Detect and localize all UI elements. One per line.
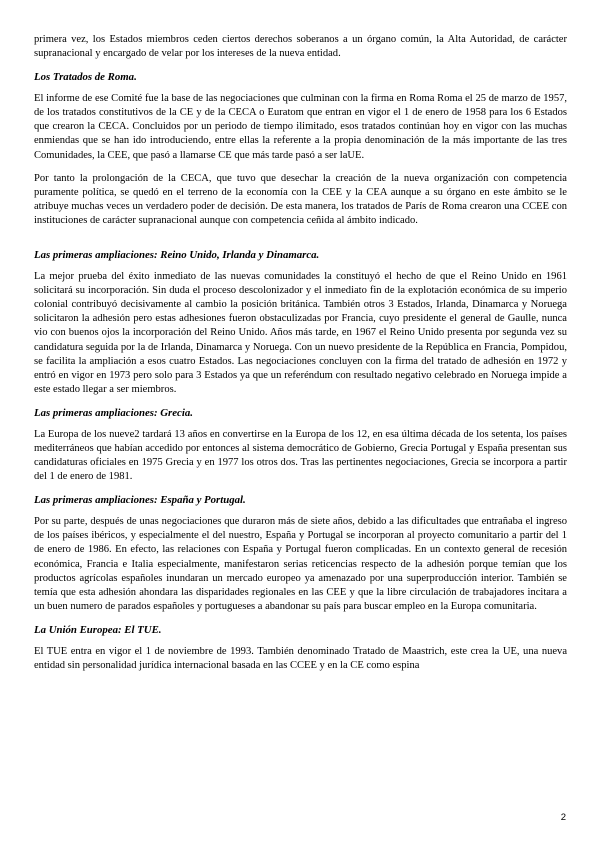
section-heading-espana-portugal: Las primeras ampliaciones: España y Portugal. xyxy=(34,494,246,507)
page-number: 2 xyxy=(560,812,566,823)
paragraph: Por tanto la prolongación de la CECA, que tuvo que desechar la creación de la nueva organización con competencia puramente política, se quedó en el terreno de la economía con la CEE y la CEA aunque a su órgano en este ámbito se le atribuye muchas veces un verdadero poder de decisión. De esta manera, los tratados de París de Roma crearon una CCEE con instituciones de carácter supranacional aunque con competencia ceñida al ámbito indicado. xyxy=(34,172,567,226)
section-heading-grecia: Las primeras ampliaciones: Grecia. xyxy=(34,406,193,419)
document-page xyxy=(34,33,567,682)
intro-paragraph: primera vez, los Estados miembros ceden ciertos derechos soberanos a un órgano común, la Alta Autoridad, de carácter supranacional y encargado de velar por los intereses de la nueva entidad. xyxy=(34,34,567,60)
paragraph: El TUE entra en vigor el 1 de noviembre de 1993. También denominado Tratado de Maastrich, este crea la UE, una nueva entidad sin personalidad jurídica internacional basada en las CCEE y en la CE como espina xyxy=(34,645,567,671)
paragraph: La Europa de los nueve2 tardará 13 años en convertirse en la Europa de los 12, en esa última década de los setenta, los países mediterráneos que habían accedido por entonces al sistema democrático de Gobierno, Grecia Portugal y España presentan sus candidaturas oficiales en 1975 Grecia y en 1977 los otros dos. Tras las pertinentes negociaciones, Grecia se incorpora a partir del 1 de enero de 1981. xyxy=(34,428,567,483)
paragraph: El informe de ese Comité fue la base de las negociaciones que culminan con la firma en Roma Roma el 25 de marzo de 1957, de los tratados constitutivos de la CE y de la CECA o Euratom que entran en vigor el 1 de enero de 1958 para los 6 Estados que crearon la CECA. Concluidos por un periodo de tiempo ilimitado, esos tratados continúan hoy en vigor con las muchas enmiendas que se han ido introduciendo, entre ellas la referente a la propia denominación de la más importante de las tres Comunidades, la CEE, que pasó a llamarse CE que más tarde pasó a ser laUE. xyxy=(34,93,567,161)
paragraph: La mejor prueba del éxito inmediato de las nuevas comunidades la constituyó el hecho de que el Reino Unido en 1961 solicitará su incorporación. Sin duda el proceso descolonizador y el inmediato fin de la explotación económica de su imperio colonial contribuyó decisivamente al cambio la posición británica. También otros 3 Estados, Irlanda, Dinamarca y Noruega solicitaron la adhesión pero estas adhesiones fueron obstaculizadas por Francia, cuyo presidente el general de Gaulle, nunca vio con buenos ojos la incorporación del Reino Unido. Años más tarde, en 1967 el Reino Unido presenta por segunda vez su candidatura seguida por la de Irlanda, Dinamarca y Noruega. Con un nuevo presidente de la República en Francia, Pompidou, se facilita la ampliación a esos cuatro Estados. Las negociaciones concluyen con la firma del tratado de adhesión en 1972 y entró en vigor en 1973 pero solo para 3 Estados ya que un referéndum con resultado negativo celebrado en Noruega impide a este estado llegar a ser miembros. xyxy=(34,271,567,395)
section-heading-tue: La Unión Europea: El TUE. xyxy=(34,623,162,636)
section-heading-tratados-roma: Los Tratados de Roma. xyxy=(34,71,137,84)
paragraph: Por su parte, después de unas negociaciones que duraron más de siete años, debido a las dificultades que entrañaba el ingreso de los países ibéricos, y especialmente el del nuestro, España y Portugal se incorporan al proyecto comunitario a partir del 1 de enero de 1986. En efecto, las relaciones con España y Portugal fueron complicadas. En un contexto general de recesión económica, Francia e Italia especialmente, manifestaron serias reticencias respecto de la adhesión porque temían que los productos agrícolas españoles inundaran un mercado europeo ya amenazado por una superproducción interior. También se temía que esta adhesión ahondara las disparidades regionales en las CEE y que la libre circulación de trabajadores incitara a un buen numero de parados españoles y portugueses a abandonar su país para buscar empleo en la Europa comunitaria. xyxy=(34,516,567,612)
section-heading-reino-unido: Las primeras ampliaciones: Reino Unido, Irlanda y Dinamarca. xyxy=(34,249,320,262)
